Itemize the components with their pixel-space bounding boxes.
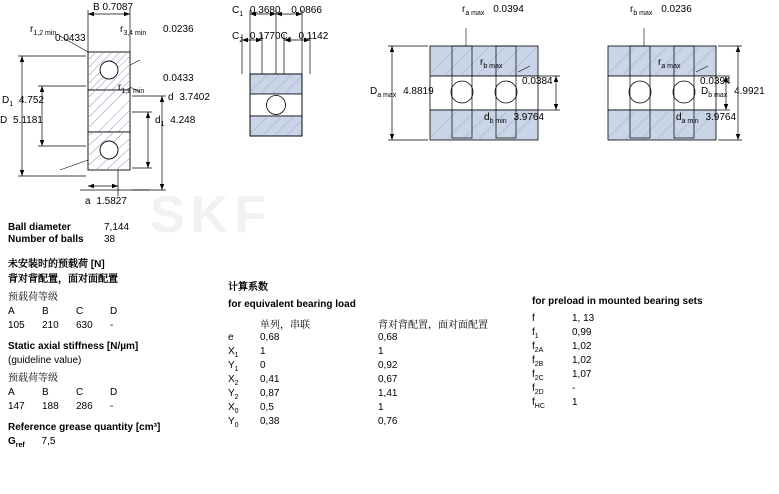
dim-r12min-top xyxy=(30,24,56,37)
calc-row-3-v2: 0,67 xyxy=(378,374,398,385)
grease-value: 7,5 xyxy=(41,436,56,447)
fset-row-2-name xyxy=(532,341,572,355)
dim-C2-value: 0.1770 xyxy=(249,31,281,42)
table-row xyxy=(532,341,600,355)
calc-row-1-sym: X xyxy=(228,346,235,357)
table-row xyxy=(228,360,514,374)
stiffness-value-D: - xyxy=(110,401,114,412)
dim-r34min-value: 0.0236 xyxy=(163,24,194,35)
right-column xyxy=(532,222,777,411)
calc-row-2-v1: 0 xyxy=(260,360,266,371)
specification-tables xyxy=(0,222,779,494)
dim-r12min-inner xyxy=(118,82,144,95)
dim-C3-sub: 3 xyxy=(287,37,292,44)
dim-D1 xyxy=(2,95,44,108)
preload-subtitle: 背对背配置，面对面配置 xyxy=(8,274,118,285)
dim-C2-C3 xyxy=(232,31,328,44)
dim-r12min-top-value: 0.0433 xyxy=(55,33,86,44)
fset-row-4-name xyxy=(532,369,572,383)
fset-row-4-value: 1,07 xyxy=(572,369,592,380)
calc-header-col1: 单列，串联 xyxy=(260,320,310,331)
table-row xyxy=(532,327,600,341)
dim-C1 xyxy=(232,5,322,18)
dim-r12min-top-sub: 1,2 min xyxy=(33,30,57,37)
fset-row-3-sym: f xyxy=(532,355,535,366)
preload-class-C: C xyxy=(76,306,84,317)
preload-class-header xyxy=(8,306,223,317)
calc-row-1-v2: 1 xyxy=(378,346,384,357)
stiffness-class-D: D xyxy=(110,387,118,398)
left-column xyxy=(8,222,223,449)
number-of-balls-row xyxy=(8,234,223,245)
calc-header-blank xyxy=(228,316,260,332)
dim-r34min-sub: 3,4 min xyxy=(123,30,147,37)
stiffness-class-B: B xyxy=(42,387,49,398)
calc-row-3-v1: 0,41 xyxy=(260,374,280,385)
dim-D1-sub: 1 xyxy=(9,101,14,108)
preload-class-A: A xyxy=(8,306,15,317)
dim-ra-max-1-sym: r xyxy=(462,4,466,15)
dim-Da-max-sub: a max xyxy=(377,92,397,99)
fset-row-3-value: 1,02 xyxy=(572,355,592,366)
preload-value-D: - xyxy=(110,320,114,331)
dim-D xyxy=(0,115,43,126)
dim-a-value: 1.5827 xyxy=(96,196,127,207)
dim-rb-max-1-sym: r xyxy=(480,57,484,68)
fset-row-0-name xyxy=(532,313,572,327)
dim-da-min xyxy=(676,112,736,125)
preload-sets-table xyxy=(532,313,600,411)
dim-r34min-sym: r xyxy=(120,24,124,35)
grease-label: G xyxy=(8,436,16,447)
fset-row-0-sym: f xyxy=(532,313,535,324)
table-row xyxy=(228,402,514,416)
dim-r12min-inner-value: 0.0433 xyxy=(163,73,194,84)
table-row xyxy=(228,416,514,430)
table-row xyxy=(228,332,514,346)
fset-row-2-sym: f xyxy=(532,341,535,352)
dim-rb-max-2 xyxy=(630,4,692,17)
dim-Da-max-sym: D xyxy=(370,86,378,97)
skf-watermark: SKF xyxy=(150,186,272,244)
dim-ra-max-2-sym: r xyxy=(658,57,662,68)
fset-row-1-sym: f xyxy=(532,327,535,338)
dim-C3-sym: C xyxy=(280,31,288,42)
number-of-balls-value: 38 xyxy=(104,234,116,245)
dim-d-value: 3.7402 xyxy=(179,92,210,103)
dim-Db-max-sym: D xyxy=(701,86,709,97)
dim-d1-sub: 1 xyxy=(160,121,165,128)
dim-da-min-sym: d xyxy=(676,112,682,123)
grease-label-sub: ref xyxy=(15,442,25,449)
preload-class-D: D xyxy=(110,306,118,317)
dim-rb-max-2-sub: b max xyxy=(633,10,653,17)
dim-db-min xyxy=(484,112,544,125)
dim-d1-value: 4.248 xyxy=(170,115,196,126)
calc-row-5-v1: 0,5 xyxy=(260,402,274,413)
fset-row-1-name xyxy=(532,327,572,341)
table-row xyxy=(532,313,600,327)
fset-row-6-value: 1 xyxy=(572,397,578,408)
calc-row-1-v1: 1 xyxy=(260,346,266,357)
dim-ra-max-1-sub: a max xyxy=(465,10,485,17)
ball-diameter-label: Ball diameter xyxy=(8,222,71,233)
table-row xyxy=(532,355,600,369)
calc-row-3-sym: X xyxy=(228,374,235,385)
dim-db-min-value: 3.9764 xyxy=(513,112,545,123)
stiffness-note: (guideline value) xyxy=(8,355,82,366)
bearing-cross-section-diagram xyxy=(0,0,230,218)
dim-rb-max-1-value: 0.0384 xyxy=(522,76,553,87)
calc-row-6-sym: Y xyxy=(228,416,235,427)
calc-row-1-sub: 1 xyxy=(234,352,239,359)
fset-row-2-value: 1,02 xyxy=(572,341,592,352)
dim-a xyxy=(85,196,127,207)
dim-C1-sub: 1 xyxy=(239,11,244,18)
calc-row-6-v1: 0,38 xyxy=(260,416,280,427)
fset-row-6-sym: f xyxy=(532,397,535,408)
dim-d xyxy=(168,92,210,103)
calc-row-0-v1: 0,68 xyxy=(260,332,280,343)
preload-class-label: 预载荷等级 xyxy=(8,292,58,303)
calc-row-0-v2: 0,68 xyxy=(378,332,398,343)
fset-row-2-sub: 2A xyxy=(534,347,544,354)
dim-rb-max-1 xyxy=(480,57,502,70)
fset-row-6-sub: HC xyxy=(534,403,545,410)
calc-row-0-sym: e xyxy=(228,332,234,343)
number-of-balls-label: Number of balls xyxy=(8,234,84,245)
dim-C1-sym: C xyxy=(232,5,240,16)
preload-value-C: 630 xyxy=(76,320,93,331)
calc-row-4-sub: 2 xyxy=(234,394,239,401)
middle-column xyxy=(228,222,528,430)
dim-ra-max-1-value: 0.0394 xyxy=(493,4,524,15)
stiffness-class-header xyxy=(8,387,223,398)
calc-row-5-name xyxy=(228,402,260,416)
calc-row-6-name xyxy=(228,416,260,430)
grease-title: Reference grease quantity [cm³] xyxy=(8,422,161,433)
dim-ra-max-2-value: 0.0394 xyxy=(700,76,731,87)
preload-value-B: 210 xyxy=(42,320,59,331)
fset-row-4-sym: f xyxy=(532,369,535,380)
preload-values-row xyxy=(8,320,223,331)
calc-row-5-v2: 1 xyxy=(378,402,384,413)
calc-row-2-sub: 1 xyxy=(234,366,239,373)
dim-ra-max-2 xyxy=(658,57,680,70)
stiffness-value-B: 188 xyxy=(42,401,59,412)
stiffness-value-C: 286 xyxy=(76,401,93,412)
fset-row-0-value: 1, 13 xyxy=(572,313,595,324)
table-row xyxy=(228,388,514,402)
calc-row-5-sub: 0 xyxy=(234,408,239,415)
ball-diameter-value: 7,144 xyxy=(104,222,130,233)
dim-D-value: 5.1181 xyxy=(13,115,43,126)
calc-row-6-v2: 0,76 xyxy=(378,416,398,427)
dim-rb-max-2-value: 0.0236 xyxy=(661,4,692,15)
table-row xyxy=(228,346,514,360)
dim-r12min-inner-sub: 1,2 min xyxy=(121,88,145,95)
calc-row-2-v2: 0,92 xyxy=(378,360,398,371)
fset-row-4-sub: 2C xyxy=(534,375,544,382)
fset-row-3-name xyxy=(532,355,572,369)
dim-Da-max xyxy=(370,86,434,99)
calc-row-0-name xyxy=(228,332,260,346)
calc-row-4-name xyxy=(228,388,260,402)
dim-C1-value2: 0.0866 xyxy=(291,5,322,16)
calc-row-5-sym: X xyxy=(228,402,235,413)
ball-diameter-row xyxy=(8,222,223,233)
stiffness-value-A: 147 xyxy=(8,401,25,412)
dim-ra-max-2-sub: a max xyxy=(661,63,681,70)
fset-row-6-name xyxy=(532,397,572,411)
stiffness-class-A: A xyxy=(8,387,15,398)
grease-row xyxy=(8,436,223,449)
calc-row-4-sym: Y xyxy=(228,388,235,399)
dim-r12min-top-sym: r xyxy=(30,24,34,35)
table-row xyxy=(532,397,600,411)
calc-row-4-v2: 1,41 xyxy=(378,388,398,399)
stiffness-class-C: C xyxy=(76,387,84,398)
dim-db-min-sub: b min xyxy=(489,118,507,125)
dim-da-min-value: 3.9764 xyxy=(705,112,737,123)
calc-subtitle: for equivalent bearing load xyxy=(228,299,356,310)
stiffness-values-row xyxy=(8,401,223,412)
calc-row-3-sub: 2 xyxy=(234,380,239,387)
dim-B-label: B 0.7087 xyxy=(93,2,134,13)
fset-row-5-name xyxy=(532,383,572,397)
dim-r12min-inner-sym: r xyxy=(118,82,122,93)
dim-rb-max-2-sym: r xyxy=(630,4,634,15)
dim-D1-sym: D xyxy=(2,95,10,106)
dim-db-min-sym: d xyxy=(484,112,490,123)
dim-d1-sym: d xyxy=(155,115,161,126)
table-row xyxy=(532,383,600,397)
dim-Db-max-sub: b max xyxy=(708,92,728,99)
calc-title: 计算系数 xyxy=(228,282,268,293)
dim-rb-max-1-sub: b max xyxy=(483,63,503,70)
table-row xyxy=(532,369,600,383)
preload-class-B: B xyxy=(42,306,49,317)
dim-d1 xyxy=(155,115,195,128)
calc-row-2-sym: Y xyxy=(228,360,235,371)
calc-row-6-sub: 0 xyxy=(234,422,239,429)
dim-a-sym: a xyxy=(85,196,91,207)
table-row xyxy=(228,374,514,388)
dim-ra-max-1 xyxy=(462,4,524,17)
dim-C2-sub: 2 xyxy=(239,37,244,44)
dim-Db-max xyxy=(701,86,765,99)
calc-row-2-name xyxy=(228,360,260,374)
calc-row-3-name xyxy=(228,374,260,388)
dim-Db-max-value: 4.9921 xyxy=(734,86,765,97)
calc-row-4-v1: 0,87 xyxy=(260,388,280,399)
calc-row-1-name xyxy=(228,346,260,360)
abutment-dimensions-diagram-1 xyxy=(370,0,570,200)
fset-row-1-value: 0,99 xyxy=(572,327,592,338)
dim-da-min-sub: a min xyxy=(681,118,699,125)
preload-title: 未安装时的预载荷 [N] xyxy=(8,259,105,270)
dim-D1-value: 4.752 xyxy=(18,95,44,106)
fset-row-5-sym: f xyxy=(532,383,535,394)
preload-sets-title: for preload in mounted bearing sets xyxy=(532,296,703,307)
preload-value-A: 105 xyxy=(8,320,25,331)
dim-d-sym: d xyxy=(168,92,174,103)
dim-C1-value: 0.3680 xyxy=(249,5,281,16)
calc-table xyxy=(228,316,514,430)
stiffness-title: Static axial stiffness [N/µm] xyxy=(8,341,139,352)
dim-Da-max-value: 4.8819 xyxy=(403,86,434,97)
calc-header-row xyxy=(228,316,514,332)
fset-row-5-value: - xyxy=(572,383,576,394)
fset-row-5-sub: 2D xyxy=(534,389,544,396)
fset-row-1-sub: 1 xyxy=(534,333,539,340)
calc-header-col2: 背对背配置，面对面配置 xyxy=(378,320,488,331)
stiffness-class-label: 预载荷等级 xyxy=(8,373,58,384)
dim-r34min xyxy=(120,24,146,37)
dim-C2-sym: C xyxy=(232,31,240,42)
dim-C3-value: 0.1142 xyxy=(298,31,329,42)
abutment-dimensions-diagram-2 xyxy=(568,0,778,200)
dim-D-sym: D xyxy=(0,115,8,126)
fset-row-3-sub: 2B xyxy=(534,361,544,368)
chamfer-detail-diagram xyxy=(232,0,352,160)
